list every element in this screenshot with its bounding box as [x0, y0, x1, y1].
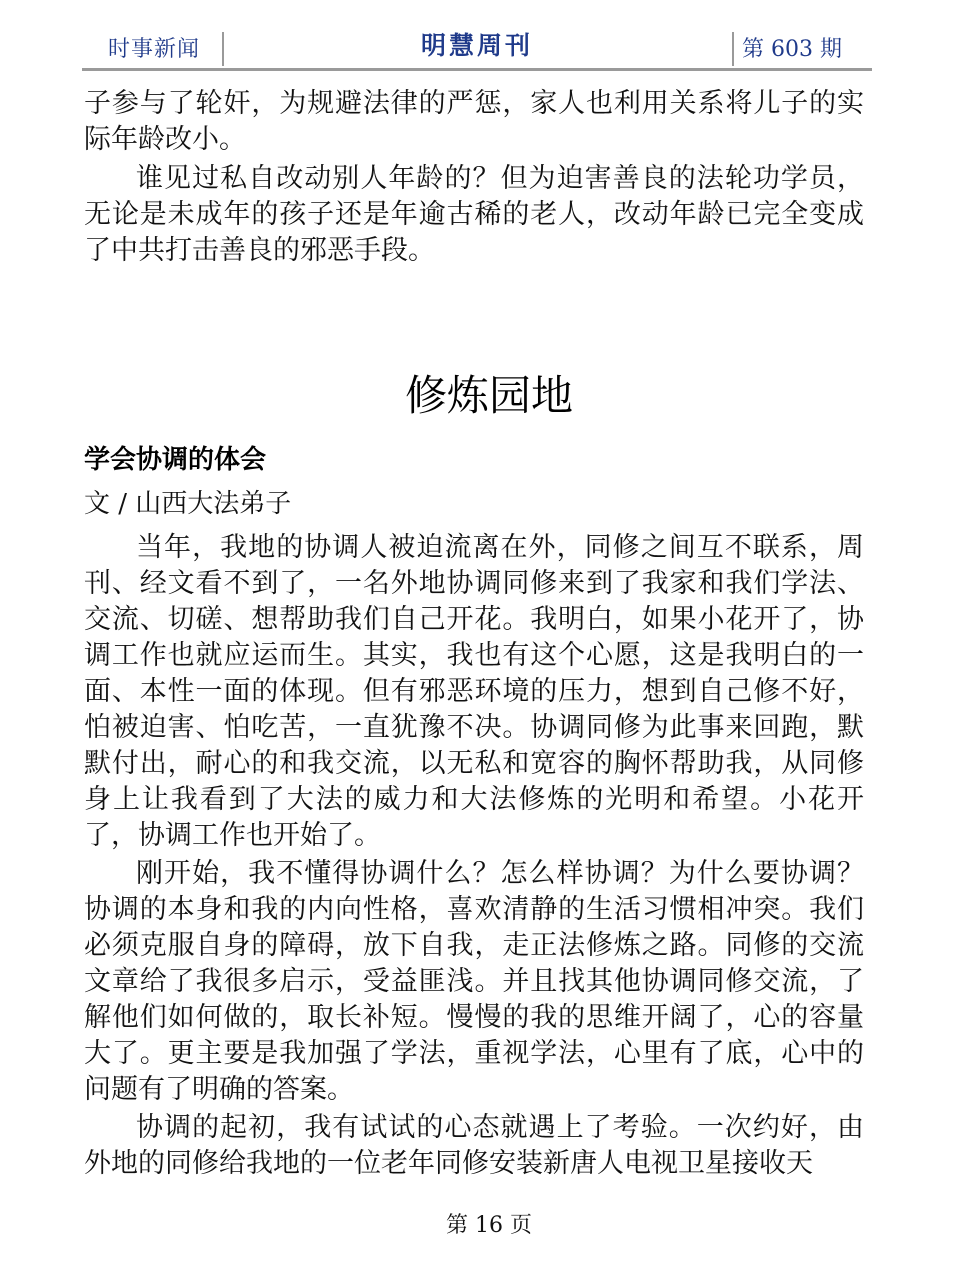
paragraph: 谁见过私自改动别人年龄的？但为迫害善良的法轮功学员，无论是未成年的孩子还是年逾古稀的老人，改动年龄已完全变成了中共打击善良的邪恶手段。: [84, 163, 864, 266]
header-publication-title: 明慧周刊: [420, 31, 533, 60]
paragraph: 子参与了轮奸，为规避法律的严惩，家人也利用关系将儿子的实际年龄改小。: [84, 88, 864, 155]
page-header: [82, 22, 872, 71]
page-number: 第 16 页: [446, 1213, 532, 1238]
article: [84, 442, 864, 1182]
header-divider-right: [732, 32, 734, 66]
paragraph: 协调的起初，我有试试的心态就遇上了考验。一次约好，由外地的同修给我地的一位老年同修安装新唐人电视卫星接收天: [84, 1112, 864, 1179]
header-category: 时事新闻: [108, 37, 201, 62]
section-title: 修炼园地: [404, 371, 573, 420]
article-byline: 文 / 山西大法弟子: [84, 489, 292, 519]
article-title: 学会协调的体会: [84, 445, 267, 475]
paragraph: 刚开始，我不懂得协调什么？怎么样协调？为什么要协调？协调的本身和我的内向性格，喜欢清静的生活习惯相冲突。我们必须克服自身的障碍，放下自我，走正法修炼之路。同修的交流文章给了我很多启示，受益匪浅。并且找其他协调同修交流，了解他们如何做的，取长补短。慢慢的我的思维开阔了，心的容量大了。更主要是我加强了学法，重视学法，心里有了底，心中的问题有了明确的答案。: [84, 858, 864, 1105]
previous-article-continuation: [84, 86, 864, 269]
paragraph: 当年，我地的协调人被迫流离在外，同修之间互不联系，周刊、经文看不到了，一名外地协调同修来到了我家和我们学法、交流、切磋、想帮助我们自己开花。我明白，如果小花开了，协调工作也就应运而生。其实，我也有这个心愿，这是我明白的一面、本性一面的体现。但有邪恶环境的压力，想到自己修不好，怕被迫害、怕吃苦，一直犹豫不决。协调同修为此事来回跑，默默付出，耐心的和我交流，以无私和宽容的胸怀帮助我，从同修身上让我看到了大法的威力和大法修炼的光明和希望。小花开了，协调工作也开始了。: [84, 532, 864, 851]
header-issue-number: 第 603 期: [742, 37, 842, 62]
